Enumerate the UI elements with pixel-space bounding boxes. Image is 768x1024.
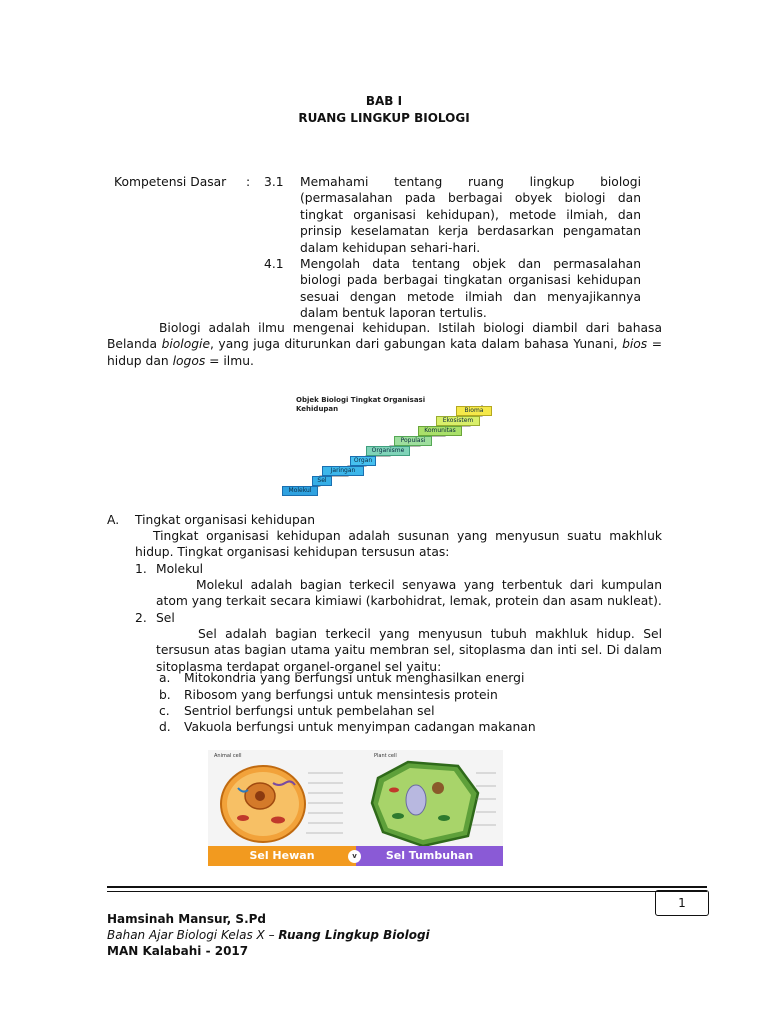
kompetensi-text-4-1: Mengolah data tentang objek dan permasalahan biologi pada berbagai tingkatan organisasi kehidupan sesuai dengan metode ilmiah dan menyajikannya dalam bentuk laporan tertulis. (300, 257, 641, 321)
stair-step-organ: Organ (350, 456, 376, 466)
stair-step-komunitas: Komunitas (418, 426, 462, 436)
kompetensi-label: Kompetensi Dasar (114, 175, 227, 189)
footer-school: MAN Kalabahi - 2017 (107, 944, 249, 958)
footer-book: Bahan Ajar Biologi Kelas X – Ruang Lingkup Biologi (107, 928, 430, 942)
item-1-text: Molekul adalah bagian terkecil senyawa yang terbentuk dari kumpulan atom yang terkait secara kimiawi (karbohidrat, lemak, protein dan asam nukleat). (156, 578, 662, 609)
page-number: 1 (655, 890, 709, 916)
subitem-d-text: Vakuola berfungsi untuk menyimpan cadangan makanan (184, 720, 536, 734)
subitem-d-letter: d. (159, 720, 171, 734)
kompetensi-num-4-1: 4.1 (264, 257, 284, 271)
subitem-c-letter: c. (159, 704, 170, 718)
animal-label: Sel Hewan (249, 849, 315, 862)
item-1-number: 1. (135, 562, 147, 576)
item-2-text: Sel adalah bagian terkecil yang menyusun tubuh makhluk hidup. Sel tersusun atas bagian utama yaitu membran sel, sitoplasma dan inti sel. Di dalam sitoplasma terdapat organel-organel sel yaitu: (156, 627, 662, 674)
section-a-letter: A. (107, 513, 120, 527)
intro-paragraph: Biologi adalah ilmu mengenai kehidupan. Istilah biologi diambil dari bahasa Belanda biologie, yang juga diturunkan dari gabungan kata dalam bahasa Yunani, bios = hidup dan logos = ilmu. (107, 321, 662, 368)
staircase-arrow-icon (270, 380, 510, 500)
kompetensi-text-3-1: Memahami tentang ruang lingkup biologi (permasalahan pada berbagai obyek biologi dan tingkat organisasi kehidupan), metode ilmiah, dan prinsip keselamatan kerja berdasarkan pengamatan dalam kehidupan sehari-hari. (300, 175, 641, 255)
term-logos: logos (172, 353, 206, 368)
stair-step-jaringan: Jaringan (322, 466, 364, 476)
animal-cell-caption: Animal cell (214, 753, 242, 759)
term-biologie: biologie (161, 337, 211, 352)
subitem-c-text: Sentriol berfungsi untuk pembelahan sel (184, 704, 435, 718)
plant-cell-caption: Plant cell (374, 753, 397, 759)
cell-comparison-figure (208, 750, 503, 866)
kompetensi-colon: : (246, 175, 251, 189)
subitem-b-letter: b. (159, 688, 171, 702)
stair-step-ekosistem: Ekosistem (436, 416, 480, 426)
stair-step-sel: Sel (312, 476, 332, 486)
subitem-b-text: Ribosom yang berfungsi untuk mensintesis protein (184, 688, 498, 702)
plant-label: Sel Tumbuhan (385, 849, 474, 862)
stair-step-organisme: Organisme (366, 446, 410, 456)
subitem-a-letter: a. (159, 671, 171, 685)
plant-cell-icon (368, 758, 498, 848)
footer-rule-thin (107, 891, 707, 892)
item-1-label: Molekul (156, 562, 204, 576)
term-bios: bios (622, 337, 648, 352)
section-a-heading: Tingkat organisasi kehidupan (135, 513, 316, 527)
organisation-level-figure (270, 380, 510, 500)
section-a-paragraph: Tingkat organisasi kehidupan adalah susunan yang menyusun suatu makhluk hidup. Tingkat organisasi kehidupan tersusun atas: (135, 529, 662, 560)
chapter-title: RUANG LINGKUP BIOLOGI (298, 111, 470, 125)
figure1-title: Objek Biologi Tingkat Organisasi Kehidupan (296, 396, 426, 413)
animal-cell-icon (218, 758, 348, 848)
item-2-number: 2. (135, 611, 147, 625)
kompetensi-num-3-1: 3.1 (264, 175, 284, 189)
stair-step-populasi: Populasi (394, 436, 432, 446)
versus-badge: v (348, 850, 361, 863)
subitem-a-text: Mitokondria yang berfungsi untuk menghasilkan energi (184, 671, 525, 685)
chapter-number: BAB I (365, 94, 403, 108)
stair-step-bioma: Bioma (456, 406, 492, 416)
footer-rule-thick (107, 886, 707, 888)
stair-step-molekul: Molekul (282, 486, 318, 496)
footer-author: Hamsinah Mansur, S.Pd (107, 912, 267, 926)
item-2-label: Sel (156, 611, 175, 625)
